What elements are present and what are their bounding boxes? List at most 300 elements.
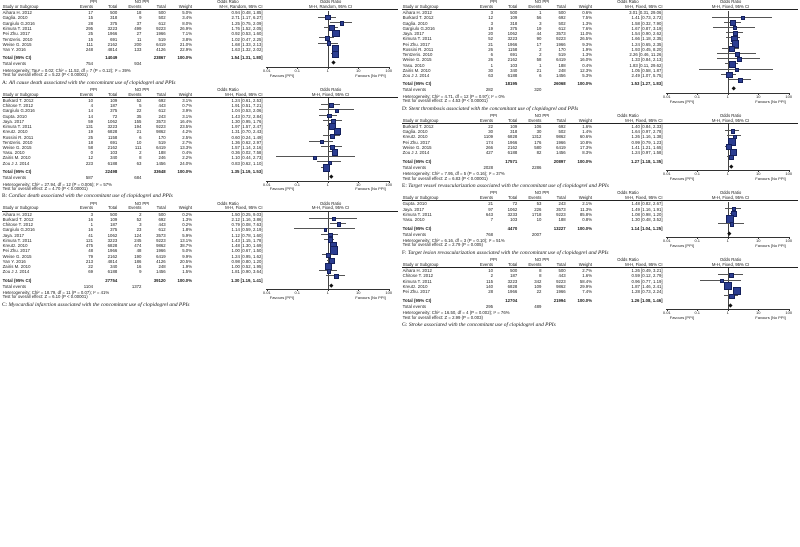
total-ppi: 375 (110, 108, 118, 114)
weight-value: 1.3% (182, 216, 193, 222)
weight-value: 9.3% (582, 41, 593, 47)
effect-size-marker (327, 269, 331, 273)
spacer (469, 156, 493, 164)
events-ppi: 643 (485, 211, 494, 217)
effect-size-marker (730, 222, 734, 226)
axis-tick-label: 1 (326, 68, 329, 74)
events-noppi: 499 (134, 25, 142, 31)
study-name: Zairis M. 2010 (2, 264, 31, 270)
panel-caption-a (2, 80, 398, 86)
events-ppi: 6 (490, 52, 494, 58)
study-name: Chitose T. 2012 (2, 103, 34, 109)
x-axis (664, 93, 792, 104)
effect-size-marker (327, 41, 332, 46)
axis-tick-label: 0.1 (694, 310, 701, 316)
events-noppi: 2 (139, 211, 142, 217)
events-noppi: 194 (134, 124, 142, 130)
group-label-no-ppi: NO PPI (534, 112, 550, 118)
odds-ratio-value: 0.79 [0.08, 7.63] (231, 222, 263, 228)
total-noppi: 9223 (556, 36, 566, 42)
total-noppi: 3573 (556, 206, 566, 212)
events-noppi: 3 (539, 20, 542, 26)
total-noppi-sum: 33648 (153, 169, 166, 175)
study-name: Gargiulo G.2016 (402, 25, 435, 31)
events-ppi: 266 (485, 144, 494, 150)
total-noppi: 502 (158, 15, 166, 21)
forest-plot (664, 11, 792, 104)
total-noppi: 443 (158, 103, 166, 109)
heterogeneity-text: Heterogeneity: Chi² = 7.95, df = 5 (P = 0.16); I² = 37% (402, 171, 505, 177)
total-ppi: 4814 (107, 258, 118, 264)
events-ppi: 18 (88, 139, 94, 145)
odds-ratio-value: 1.24 [0.97, 1.58] (631, 150, 663, 156)
study-name: Rossini R. 2011 (2, 134, 34, 140)
total-ppi: 1158 (107, 134, 118, 140)
events-noppi: 2 (539, 46, 542, 52)
forest-table-g (402, 258, 798, 320)
study-name: Burkard T. 2012 (2, 216, 34, 222)
weight-value: 17.3% (579, 144, 593, 150)
events-ppi: 30 (488, 129, 494, 135)
axis-tick-label: 10 (356, 181, 361, 187)
total-noppi: 188 (558, 217, 566, 223)
axis-tick-label: 10 (356, 290, 361, 296)
events-ppi: 21 (488, 41, 494, 47)
events-ppi: 213 (85, 258, 94, 264)
events-noppi: 90 (536, 36, 542, 42)
effect-size-marker (320, 140, 325, 145)
weight-value: 0.8% (582, 217, 593, 223)
weight-value: 26.9% (179, 25, 193, 31)
total-ppi: 500 (110, 211, 118, 217)
col-header-total-noppi: Total (542, 5, 566, 10)
col-header-total-ppi: Total (94, 206, 118, 211)
events-noppi: 16 (136, 264, 142, 270)
study-name: Yasu. 2010 (2, 150, 25, 156)
study-name: Weise G. 2015 (402, 57, 432, 63)
events-noppi: 1 (539, 62, 542, 68)
total-noppi: 1456 (556, 72, 566, 78)
axis-tick-label: 0.1 (294, 181, 301, 187)
weight-value: 0.7% (182, 103, 193, 109)
overall-effect-text: Test for overall effect: Z = 6.83 (P < 0.00001) (402, 175, 488, 181)
total-ppi: 109 (110, 97, 118, 103)
x-axis (264, 180, 392, 191)
total-events-ppi: 1104 (83, 283, 94, 289)
study-name: Kreutz. 2010 (2, 243, 28, 249)
weight-value: 2.7% (182, 139, 193, 145)
total-events-ppi: 282 (485, 87, 494, 93)
total-ppi: 109 (510, 123, 518, 129)
plot-body (664, 124, 792, 170)
events-noppi: 30 (536, 129, 542, 135)
total-ppi: 500 (510, 10, 518, 16)
axis-tick-label: 10 (756, 238, 761, 244)
events-noppi: 21 (136, 129, 142, 135)
total-odds-ratio: 1.54 [1.31, 1.80] (231, 55, 263, 61)
col-header-events-ppi: Events (469, 118, 493, 123)
col-header-total-ppi: Total (494, 118, 518, 123)
group-label-ppi: PPI (490, 0, 498, 5)
spacer (469, 295, 493, 303)
weight-value: 1.9% (582, 46, 593, 52)
weight-value: 22.9% (179, 47, 193, 53)
total-events-ppi: 295 (485, 303, 494, 309)
events-ppi: 111 (86, 41, 94, 47)
events-ppi: 15 (88, 36, 94, 42)
odds-ratio-value: 1.14 [0.59, 2.19] (231, 227, 263, 233)
spacer (69, 53, 93, 61)
odds-ratio-value: 1.83 [0.11, 29.62] (629, 62, 663, 68)
events-ppi: 59 (88, 118, 94, 124)
study-name: Rossini R. 2011 (402, 46, 434, 52)
total-noppi: 519 (158, 36, 166, 42)
total-ppi: 103 (510, 217, 518, 223)
weight-value: 3.9% (182, 108, 193, 114)
favours-ppi-label: Favours [PPI] (669, 176, 694, 182)
axis-tick-label: 0.01 (662, 238, 671, 244)
axis-tick-label: 1 (326, 181, 329, 187)
total-weight: 100.0% (577, 158, 593, 164)
effect-size-marker (735, 68, 739, 72)
group-label-ppi: PPI (90, 86, 98, 92)
axis-tick-label: 100 (785, 310, 793, 316)
events-noppi: 82 (536, 150, 542, 156)
events-ppi: 52 (488, 36, 494, 42)
odds-ratio-header: Odds Ratio (617, 257, 639, 263)
total-ppi: 500 (110, 10, 118, 16)
total-ppi: 109 (110, 216, 118, 222)
events-noppi: 52 (136, 97, 142, 103)
events-noppi: 226 (534, 206, 542, 212)
weight-value: 3.1% (182, 113, 193, 119)
events-ppi: 58 (88, 144, 94, 150)
events-ppi: 30 (488, 67, 494, 73)
odds-ratio-value: 1.24 [0.65, 2.35] (631, 41, 663, 47)
axis-tick-label: 10 (756, 171, 761, 177)
total-events-label: Total events (402, 164, 427, 170)
total-weight: 100.0% (177, 55, 193, 61)
favours-ppi-label: Favours [PPI] (669, 98, 694, 104)
events-ppi: 22 (488, 123, 494, 129)
heterogeneity-text: Heterogeneity: Chi² = 18.79, df = 11 (P = 0.07); I² = 41% (2, 290, 110, 296)
study-name: Gaglia. 2010 (2, 15, 28, 21)
odds-ratio-value: 1.97 [1.57, 2.47] (231, 124, 263, 130)
events-noppi: 8 (139, 155, 142, 161)
null-effect-line (328, 212, 329, 289)
summary-diamond (329, 283, 333, 287)
events-noppi: 1718 (531, 211, 542, 217)
weight-value: 1.4% (582, 129, 593, 135)
favours-no-ppi-label: Favours [No PPI] (755, 315, 786, 321)
spacer (518, 295, 542, 303)
study-name: Gaglia. 2010 (402, 129, 428, 135)
axis-tick-label: 0.1 (294, 290, 301, 296)
col-header-total-ppi: Total (94, 92, 118, 97)
study-name: Pei Zhu. 2017 (2, 248, 30, 254)
total-ppi: 375 (510, 25, 518, 31)
x-axis (664, 170, 792, 181)
axis-tick-label: 1 (726, 238, 729, 244)
total-noppi: 9223 (156, 25, 166, 31)
odds-ratio-value: 1.12 [0.78, 1.60] (231, 232, 263, 238)
effect-size-marker (332, 30, 340, 38)
events-noppi: 63 (136, 160, 142, 166)
total-ppi: 1062 (507, 31, 518, 37)
weight-value: 3.4% (182, 15, 193, 21)
caption-label: B: (2, 193, 8, 200)
forest-panel-b (2, 88, 398, 200)
weight-value: 58.4% (579, 278, 593, 284)
forest-plot-area (663, 201, 798, 248)
plot-body (264, 11, 392, 67)
axis-tick-label: 0.01 (262, 181, 271, 187)
total-weight: 100.0% (177, 277, 193, 283)
weight-value: 4.2% (182, 129, 193, 135)
events-noppi: 3 (139, 222, 142, 228)
caption-text: Cardiac death associated with the concomitant use of clopidogrel and PPIs (8, 193, 173, 200)
events-ppi: 174 (485, 139, 494, 145)
effect-size-marker (334, 128, 341, 135)
col-header-model-plot: M-H, Fixed, 95% CI (663, 5, 798, 10)
heterogeneity-text: Heterogeneity: Chi² = 27.94, df = 12 (P = 0.006); I² = 57% (2, 181, 112, 187)
odds-ratio-value: 1.81 [0.90, 3.64] (231, 269, 263, 275)
favours-no-ppi-label: Favours [No PPI] (755, 98, 786, 104)
total-noppi: 692 (558, 15, 566, 21)
group-label-no-ppi: NO PPI (134, 0, 150, 5)
total-noppi: 9862 (556, 134, 566, 140)
events-noppi: 106 (534, 123, 542, 129)
events-ppi: 14 (88, 113, 94, 119)
col-header-study: Study or Subgroup (402, 5, 469, 10)
caption-label: F: (402, 249, 407, 256)
overall-effect-text: Test for overall effect: Z = 4.53 (P < 0.00001) (402, 98, 488, 104)
study-name: Gupta. 2010 (402, 201, 427, 207)
col-header-total-noppi: Total (542, 196, 566, 201)
total-noppi: 9223 (556, 211, 566, 217)
total-noppi: 243 (158, 113, 166, 119)
odds-ratio-value: 2.26 [0.46, 11.26] (629, 52, 663, 58)
caption-text: Myocardial infarction associated with the concomitant use of clopidogrel and PPIs (8, 301, 190, 308)
total-ci-label: Total (95% CI) (2, 169, 32, 175)
odds-ratio-header: Odds Ratio (217, 0, 239, 5)
spacer (518, 78, 542, 86)
panel-caption-d (402, 106, 798, 112)
axis-tick-label: 100 (785, 94, 793, 100)
axis-tick-label: 0.01 (662, 310, 671, 316)
odds-ratio-value: 0.92 [0.53, 1.60] (231, 31, 263, 37)
total-ppi-sum: 4470 (507, 225, 518, 231)
total-ppi: 1062 (507, 206, 518, 212)
weight-value: 11.3% (580, 206, 593, 212)
total-noppi: 9223 (156, 124, 166, 130)
odds-ratio-value: 1.10 [0.44, 2.73] (231, 155, 263, 161)
effect-size-marker (726, 72, 732, 78)
col-header-events-ppi: Events (469, 196, 493, 201)
study-name: Kimura T. 2011 (402, 36, 432, 42)
odds-ratio-value: 1.66 [1.18, 2.35] (631, 36, 663, 42)
col-header-model-plot: M-H, Fixed, 95% CI (263, 206, 398, 211)
group-label-no-ppi: NO PPI (534, 0, 550, 5)
total-noppi: 1456 (556, 150, 566, 156)
total-noppi: 243 (558, 201, 566, 207)
total-noppi: 500 (158, 10, 166, 16)
axis-tick-label: 0.1 (694, 94, 701, 100)
col-header-study: Study or Subgroup (2, 5, 69, 10)
total-noppi: 612 (558, 25, 566, 31)
effect-size-marker (330, 134, 335, 139)
events-noppi: 124 (134, 232, 142, 238)
events-noppi: 21 (536, 67, 542, 73)
events-ppi: 140 (485, 283, 494, 289)
col-header-study: Study or Subgroup (402, 196, 469, 201)
odds-ratio-value: 1.76 [1.52, 2.05] (231, 25, 263, 31)
total-ppi: 3223 (507, 278, 518, 284)
study-name: Gargiulo G.2016 (2, 20, 35, 26)
study-name: Zou J J. 2014 (402, 150, 430, 156)
total-ppi: 3233 (507, 211, 518, 217)
odds-ratio-value: 0.98 [0.80, 1.20] (231, 258, 263, 264)
events-ppi: 427 (485, 150, 494, 156)
events-ppi: 26 (488, 46, 494, 52)
weight-value: 13.1% (179, 237, 193, 243)
events-noppi: 111 (134, 144, 142, 150)
total-ppi: 1966 (107, 248, 118, 254)
total-noppi: 9862 (156, 129, 166, 135)
study-name: Kimura T. 2011 (402, 211, 432, 217)
events-ppi: 17 (88, 10, 94, 16)
events-noppi: 176 (534, 139, 542, 145)
axis-tick-label: 0.01 (662, 94, 671, 100)
total-noppi: 1456 (156, 160, 166, 166)
study-name: Weise G. 2015 (2, 253, 32, 259)
weight-value: 0.2% (182, 211, 193, 217)
col-header-weight: Weight (566, 118, 592, 123)
total-ppi: 6828 (107, 129, 118, 135)
events-noppi: 18 (136, 10, 142, 16)
group-label-no-ppi: NO PPI (134, 200, 150, 206)
total-odds-ratio: 1.30 [1.19, 1.41] (231, 277, 263, 283)
events-noppi: 9 (139, 15, 142, 21)
favours-ppi-label: Favours [PPI] (269, 294, 294, 300)
spacer (118, 166, 142, 174)
forest-table-f (402, 191, 798, 248)
col-header-weight: Weight (566, 5, 592, 10)
weight-value: 5.0% (182, 10, 193, 16)
forest-plot (264, 98, 392, 191)
total-noppi: 500 (558, 10, 566, 16)
total-noppi: 692 (558, 123, 566, 129)
total-ppi: 6188 (107, 160, 118, 166)
weight-value: 1.6% (582, 273, 593, 279)
total-events-label: Total events (2, 283, 27, 289)
odds-ratio-value: 1.57 [1.14, 2.16] (231, 144, 263, 150)
events-noppi: 1 (539, 10, 542, 16)
total-ppi: 691 (510, 52, 518, 58)
overall-effect-text: Test for overall effect: Z = 2.79 (P = 0.005) (402, 242, 483, 248)
events-noppi: 2 (139, 150, 142, 156)
overall-effect-text: Test for overall effect: Z = 2.99 (P = 0.003) (402, 314, 483, 320)
events-ppi: 48 (88, 248, 94, 254)
events-ppi: 475 (85, 243, 94, 249)
odds-ratio-plot-header: Odds Ratio (319, 200, 342, 206)
total-ppi: 2162 (107, 253, 118, 259)
study-name: Aihara H. 2012 (2, 10, 32, 16)
total-ppi: 6188 (107, 269, 118, 275)
forest-table-c (2, 201, 398, 300)
total-ppi: 187 (510, 273, 518, 279)
total-ppi: 375 (110, 20, 118, 26)
col-header-events-noppi: Events (118, 92, 142, 97)
events-noppi: 8 (539, 273, 542, 279)
favours-no-ppi-label: Favours [No PPI] (755, 176, 786, 182)
odds-ratio-value: 1.49 [1.16, 1.91] (631, 206, 663, 212)
col-header-model-plot: M-H, Fixed, 95% CI (663, 196, 798, 201)
weight-value: 5.9% (182, 232, 193, 238)
weight-value: 12.3% (579, 67, 593, 73)
total-ppi: 6828 (107, 243, 118, 249)
odds-ratio-value: 1.91 [0.51, 7.21] (231, 103, 263, 109)
col-header-weight: Weight (166, 92, 192, 97)
forest-plot-area (263, 98, 398, 192)
spacer (469, 223, 493, 231)
weight-value: 0.4% (182, 150, 193, 156)
col-header-model: M-H, Fixed, 95% CI (593, 5, 664, 10)
total-ppi: 1062 (107, 232, 118, 238)
total-odds-ratio: 1.26 [1.08, 1.46] (631, 297, 663, 303)
total-ppi: 318 (510, 20, 518, 26)
total-ppi: 2162 (107, 144, 118, 150)
total-noppi: 6419 (156, 144, 166, 150)
total-ppi: 187 (110, 103, 118, 109)
odds-ratio-value: 1.30 [0.95, 1.76] (231, 118, 263, 124)
forest-plot (264, 11, 392, 78)
total-ci-label: Total (95% CI) (2, 55, 32, 61)
study-name: Tentzeris. 2010 (2, 36, 33, 42)
effect-size-marker (329, 103, 334, 108)
total-ppi-sum: 27754 (105, 277, 118, 283)
events-noppi: 342 (534, 278, 542, 284)
events-ppi: 79 (88, 253, 94, 259)
odds-ratio-value: 1.00 [0.67, 1.50] (231, 248, 263, 254)
statistics-cell (402, 170, 663, 181)
forest-table-e (402, 114, 798, 181)
events-ppi: 25 (88, 134, 94, 140)
overall-effect-text: Test for overall effect: Z = 6.10 (P < 0.00001) (2, 294, 88, 300)
col-header-total-noppi: Total (542, 263, 566, 268)
events-ppi: 12 (488, 15, 494, 21)
events-noppi: 580 (534, 144, 542, 150)
effect-size-marker (738, 78, 743, 83)
caption-text: All cause death associated with the concomitant use of clopidogrel and PPIs (8, 79, 176, 86)
events-noppi: 6 (139, 134, 142, 140)
total-ppi-sum: 22498 (105, 169, 118, 175)
odds-ratio-header: Odds Ratio (217, 86, 239, 92)
odds-ratio-value: 0.99 [0.79, 1.23] (631, 139, 663, 145)
statistics-cell (402, 309, 663, 320)
col-header-total-ppi: Total (494, 196, 518, 201)
col-header-events-noppi: Events (518, 196, 542, 201)
odds-ratio-value: 0.83 [0.62, 1.10] (231, 160, 263, 166)
caption-label: E: (402, 183, 407, 190)
study-name: Kreutz. 2010 (402, 283, 428, 289)
total-noppi: 692 (158, 97, 166, 103)
events-ppi: 121 (85, 237, 94, 243)
total-ppi: 318 (510, 129, 518, 135)
total-noppi: 612 (158, 20, 166, 26)
forest-plot-area (663, 268, 798, 320)
odds-ratio-header: Odds Ratio (617, 190, 639, 196)
